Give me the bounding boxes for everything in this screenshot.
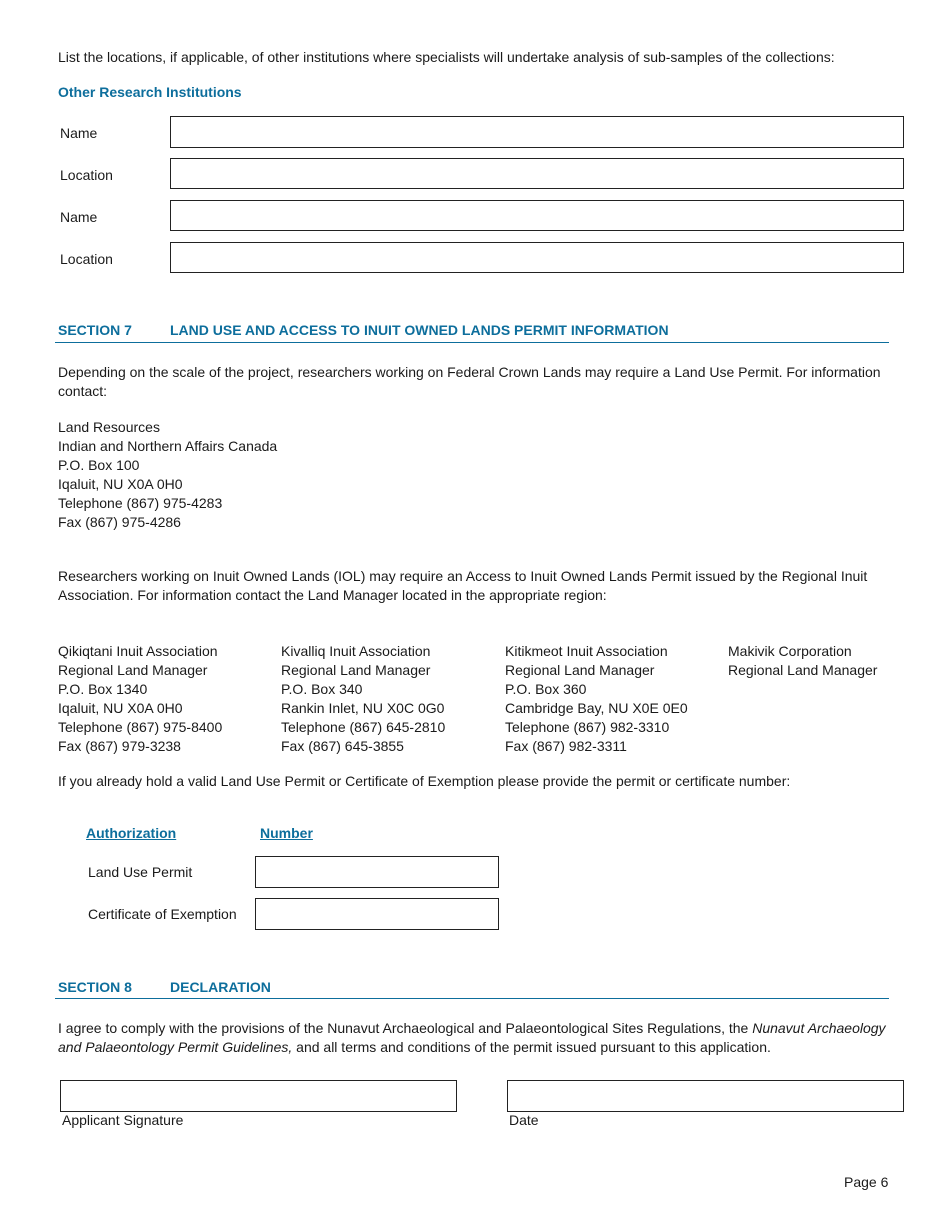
address-line: Regional Land Manager: [728, 662, 878, 678]
address-line: Telephone (867) 645-2810: [281, 719, 446, 735]
address-line: P.O. Box 100: [58, 457, 140, 473]
address-line: Iqaluit, NU X0A 0H0: [58, 476, 183, 492]
address-line: P.O. Box 360: [505, 681, 587, 697]
address-line: Regional Land Manager: [505, 662, 655, 678]
declaration-text-italic: Nunavut Archaeology and Palaeontology Permit Guidelines,: [58, 1020, 886, 1055]
section7-para3: If you already hold a valid Land Use Permit or Certificate of Exemption please provide the permit or certificate number:: [58, 773, 791, 789]
association-qikiqtani: [58, 642, 222, 756]
address-line: Fax (867) 645-3855: [281, 738, 404, 754]
institution-location-label-2: Location: [60, 251, 113, 267]
association-makivik: [728, 642, 877, 680]
certificate-exemption-label: Certificate of Exemption: [88, 906, 237, 922]
address-line: Regional Land Manager: [281, 662, 431, 678]
address-line: Cambridge Bay, NU X0E 0E0: [505, 700, 688, 716]
section8-number: SECTION 8: [58, 979, 132, 995]
date-label: Date: [509, 1112, 539, 1128]
address-line: Qikiqtani Inuit Association: [58, 643, 218, 659]
section8-title: DECLARATION: [170, 979, 271, 995]
address-line: Fax (867) 979-3238: [58, 738, 181, 754]
section7-number: SECTION 7: [58, 322, 132, 338]
declaration-text: [58, 1019, 908, 1057]
institution-name-field-1[interactable]: [170, 116, 904, 148]
institution-name-field-2[interactable]: [170, 200, 904, 231]
address-line: Telephone (867) 975-4283: [58, 495, 223, 511]
institution-location-field-1[interactable]: [170, 158, 904, 189]
address-line: Kitikmeot Inuit Association: [505, 643, 668, 659]
section7-rule: [55, 342, 889, 343]
applicant-signature-field[interactable]: [60, 1080, 457, 1112]
institution-location-field-2[interactable]: [170, 242, 904, 273]
institution-name-label-1: Name: [60, 125, 98, 141]
address-line: Iqaluit, NU X0A 0H0: [58, 700, 183, 716]
address-line: Makivik Corporation: [728, 643, 852, 659]
address-line: P.O. Box 340: [281, 681, 363, 697]
address-line: Telephone (867) 975-8400: [58, 719, 223, 735]
intro-text: List the locations, if applicable, of other institutions where specialists will undertake analysis of sub-samples of the collections:: [58, 49, 835, 65]
permit-col-number: Number: [260, 825, 313, 841]
address-line: Fax (867) 975-4286: [58, 514, 181, 530]
address-line: Land Resources: [58, 419, 160, 435]
declaration-text-tail: and all terms and conditions of the permit issued pursuant to this application.: [292, 1039, 771, 1055]
address-line: Regional Land Manager: [58, 662, 208, 678]
applicant-signature-label: Applicant Signature: [62, 1112, 184, 1128]
date-field[interactable]: [507, 1080, 904, 1112]
certificate-exemption-field[interactable]: [255, 898, 499, 930]
permit-col-authorization: Authorization: [86, 825, 177, 841]
address-line: P.O. Box 1340: [58, 681, 148, 697]
land-use-permit-field[interactable]: [255, 856, 499, 888]
institution-name-label-2: Name: [60, 209, 98, 225]
institution-location-label-1: Location: [60, 167, 113, 183]
section7-para2: Researchers working on Inuit Owned Lands (IOL) may require an Access to Inuit Owned Lands Permit issued by the Regional Inuit Association. For information contact the Land Manager located in the appropriate region:: [58, 568, 868, 603]
address-line: Indian and Northern Affairs Canada: [58, 438, 278, 454]
page-number: Page 6: [844, 1174, 889, 1190]
association-kitikmeot: [505, 642, 688, 756]
land-resources-address: [58, 418, 277, 532]
address-line: Fax (867) 982-3311: [505, 738, 627, 754]
institutions-heading: Other Research Institutions: [58, 84, 242, 100]
declaration-text-plain: I agree to comply with the provisions of the Nunavut Archaeological and Palaeontological Sites Regulations, the: [58, 1020, 753, 1036]
section7-para1: Depending on the scale of the project, researchers working on Federal Crown Lands may require a Land Use Permit. For information contact:: [58, 364, 881, 399]
section7-title: LAND USE AND ACCESS TO INUIT OWNED LANDS PERMIT INFORMATION: [170, 322, 669, 338]
land-use-permit-label: Land Use Permit: [88, 864, 193, 880]
section8-rule: [55, 998, 889, 999]
association-kivalliq: [281, 642, 445, 756]
address-line: Telephone (867) 982-3310: [505, 719, 670, 735]
address-line: Rankin Inlet, NU X0C 0G0: [281, 700, 445, 716]
address-line: Kivalliq Inuit Association: [281, 643, 431, 659]
